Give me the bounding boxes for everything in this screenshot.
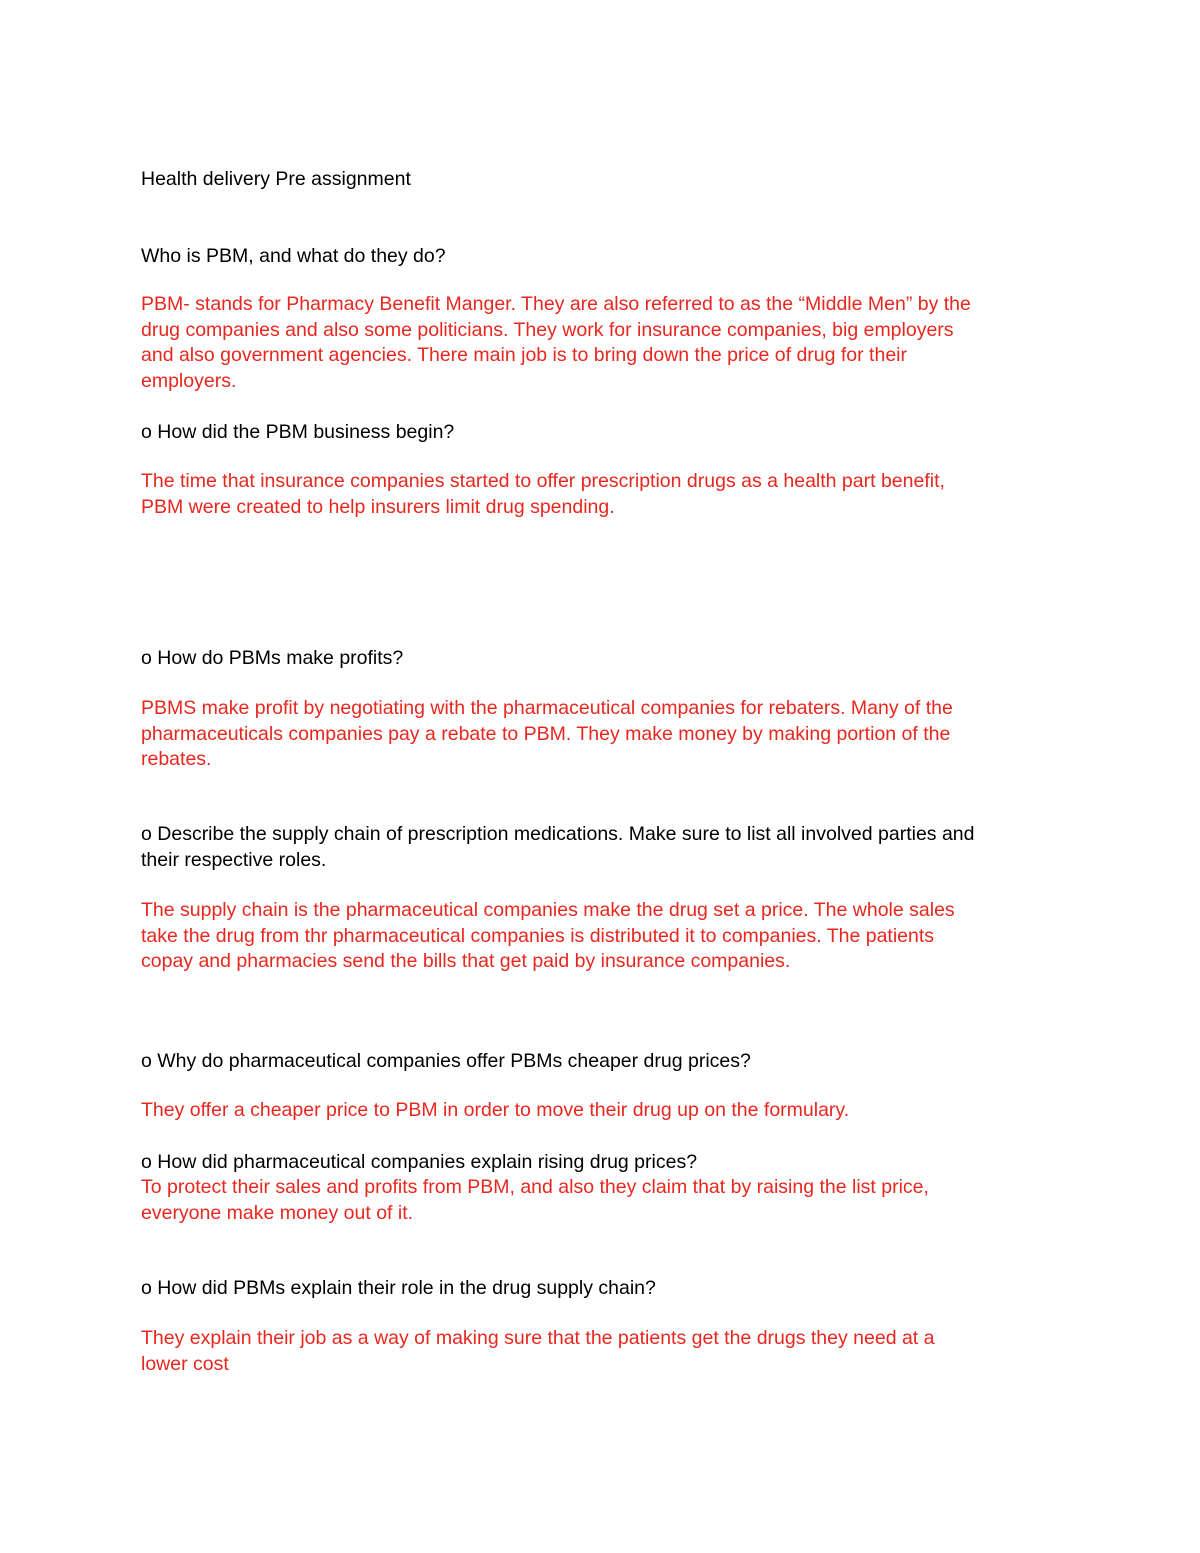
question-pbm-business-begin (141, 420, 1071, 446)
answer-line: drug companies and also some politicians. They work for insurance companies, big employers (141, 318, 954, 341)
question-rising-prices (141, 1150, 1071, 1176)
question-pbm-profits (141, 646, 1071, 672)
answer-line: PBM- stands for Pharmacy Benefit Manger. They are also referred to as the “Middle Men” by the (141, 293, 971, 315)
answer-cheaper-prices (141, 1098, 1071, 1124)
question-line: o Describe the supply chain of prescription medications. Make sure to list all involved parties and (141, 823, 975, 845)
document-title-text: Health delivery Pre assignment (141, 168, 411, 190)
answer-line: PBM were created to help insurers limit drug spending. (141, 495, 615, 518)
question-line: o How do PBMs make profits? (141, 647, 404, 669)
answer-supply-chain (141, 898, 1071, 975)
question-cheaper-prices (141, 1049, 1071, 1075)
answer-line: take the drug from thr pharmaceutical companies is distributed it to companies. The patients (141, 924, 935, 947)
answer-rising-prices (141, 1175, 1071, 1226)
answer-line: They offer a cheaper price to PBM in order to move their drug up on the formulary. (141, 1099, 850, 1121)
answer-line: The supply chain is the pharmaceutical companies make the drug set a price. The whole sales (141, 899, 955, 921)
answer-line: employers. (141, 369, 237, 392)
answer-line: and also government agencies. There main job is to bring down the price of drug for their (141, 344, 907, 367)
answer-pbm-role (141, 1326, 1071, 1377)
answer-pbm-business-begin (141, 469, 1071, 520)
question-line: Who is PBM, and what do they do? (141, 245, 446, 267)
answer-line: everyone make money out of it. (141, 1201, 414, 1224)
question-pbm-role (141, 1276, 1071, 1302)
question-line: o Why do pharmaceutical companies offer PBMs cheaper drug prices? (141, 1050, 751, 1072)
answer-line: pharmaceuticals companies pay a rebate to PBM. They make money by making portion of the (141, 722, 951, 745)
answer-line: The time that insurance companies started to offer prescription drugs as a health part benefit, (141, 470, 945, 492)
question-line: their respective roles. (141, 848, 327, 871)
question-supply-chain (141, 822, 1071, 873)
answer-pbm-profits (141, 696, 1071, 773)
answer-line: rebates. (141, 748, 212, 771)
question-line: o How did PBMs explain their role in the drug supply chain? (141, 1277, 656, 1299)
answer-line: To protect their sales and profits from PBM, and also they claim that by raising the list price, (141, 1176, 929, 1198)
question-who-is-pbm (141, 244, 1071, 270)
answer-line: PBMS make profit by negotiating with the pharmaceutical companies for rebaters. Many of the (141, 697, 953, 719)
document-title (141, 167, 1071, 193)
question-line: o How did the PBM business begin? (141, 421, 455, 443)
answer-line: They explain their job as a way of making sure that the patients get the drugs they need at a (141, 1327, 935, 1349)
answer-line: copay and pharmacies send the bills that get paid by insurance companies. (141, 950, 791, 973)
answer-line: lower cost (141, 1352, 229, 1375)
answer-who-is-pbm (141, 292, 1071, 394)
question-line: o How did pharmaceutical companies explain rising drug prices? (141, 1151, 698, 1173)
